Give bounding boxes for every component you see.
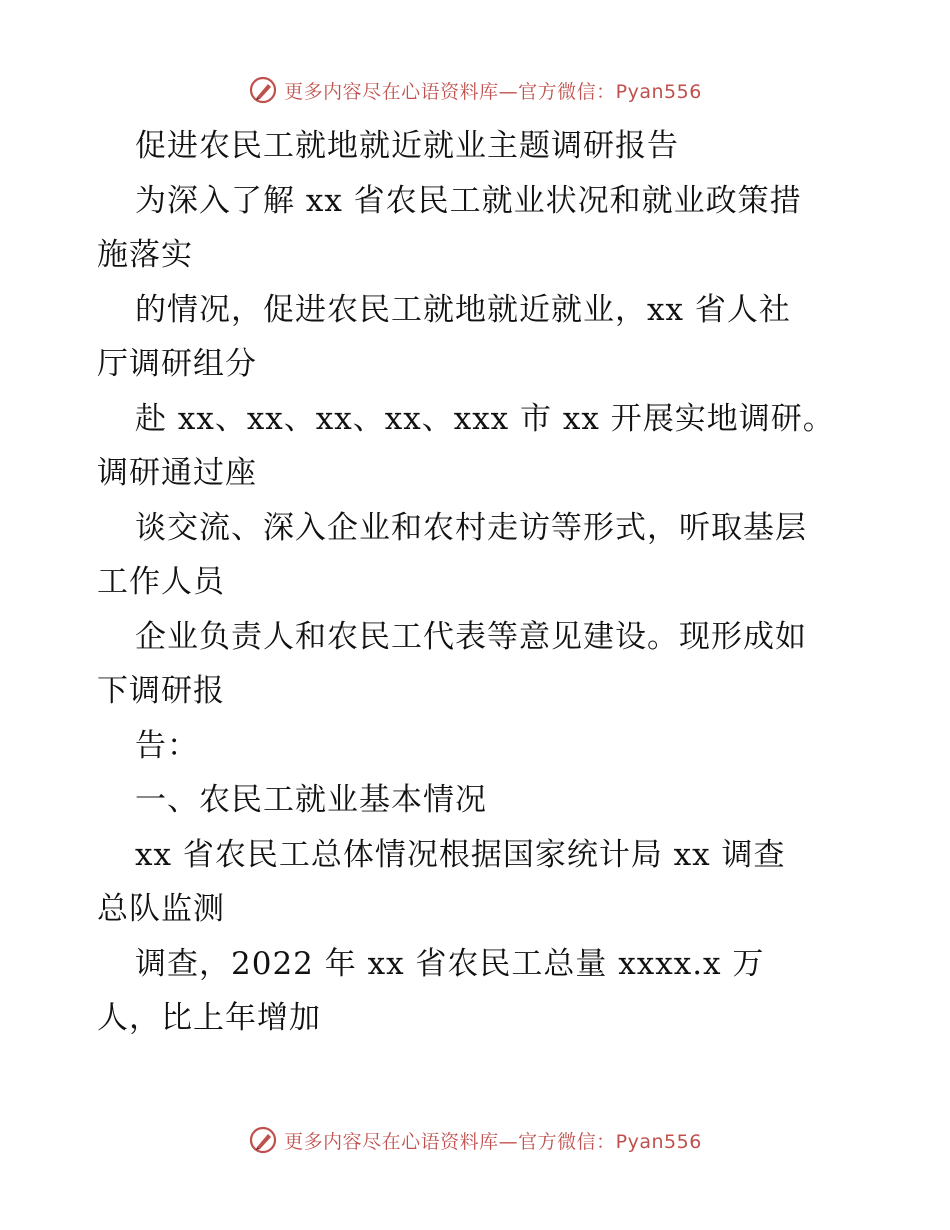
pen-logo-icon [248, 75, 278, 105]
header-watermark-text: 更多内容尽在心语资料库—官方微信：Pyan556 [284, 80, 702, 103]
text-line: 的情况，促进农民工就地就近就业，xx 省人社 [135, 291, 791, 328]
text-line: 调研通过座 [97, 455, 257, 491]
text-line: 告： [135, 727, 199, 764]
text-line: 谈交流、深入企业和农村走访等形式，听取基层 [135, 509, 807, 546]
text-line: xx 省农民工总体情况根据国家统计局 xx 调查 [135, 836, 786, 873]
text-line: 总队监测 [97, 891, 225, 927]
text-line: 调查，2022 年 xx 省农民工总量 xxxx.x 万 [135, 945, 765, 982]
text-line: 赴 xx、xx、xx、xx、xxx 市 xx 开展实地调研。 [135, 400, 835, 437]
document-body [97, 119, 857, 1046]
pen-logo-icon [248, 1125, 278, 1155]
text-line: 厅调研组分 [97, 346, 257, 382]
text-line: 下调研报 [97, 673, 225, 709]
footer-watermark-text: 更多内容尽在心语资料库—官方微信：Pyan556 [284, 1130, 702, 1153]
text-line: 为深入了解 xx 省农民工就业状况和就业政策措 [135, 182, 802, 219]
header-watermark [0, 70, 950, 110]
text-line: 促进农民工就地就近就业主题调研报告 [135, 128, 679, 164]
text-line: 人，比上年增加 [97, 1000, 321, 1036]
footer-watermark [0, 1120, 950, 1160]
text-line: 一、农民工就业基本情况 [135, 782, 487, 818]
text-line: 施落实 [97, 237, 193, 273]
text-line: 工作人员 [97, 564, 225, 600]
text-line: 企业负责人和农民工代表等意见建设。现形成如 [135, 618, 807, 655]
